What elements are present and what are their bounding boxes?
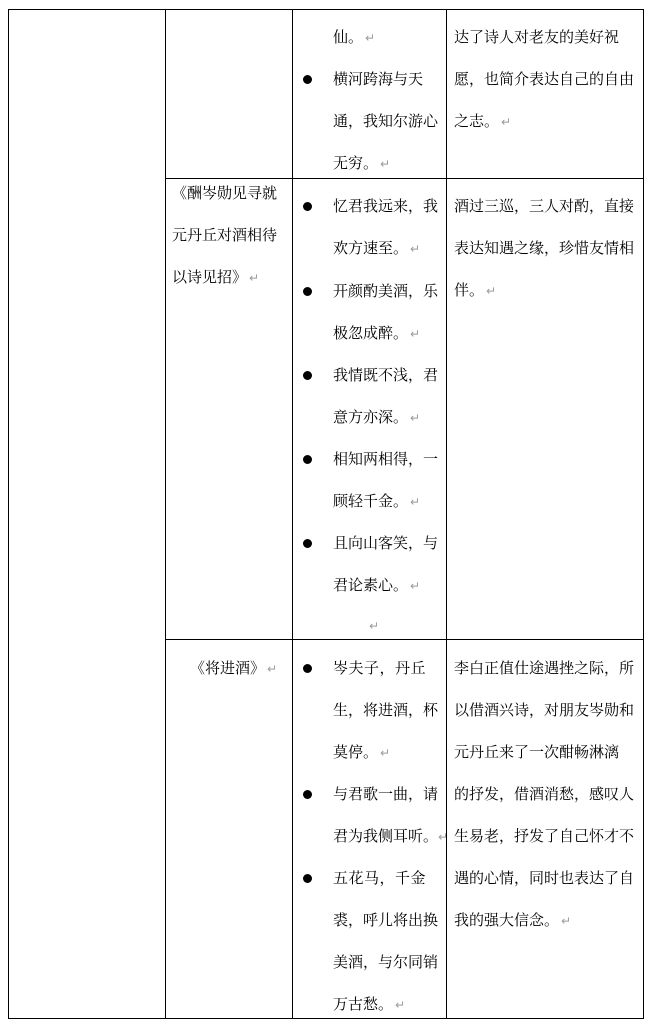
poem-line: [333, 700, 438, 721]
poem-line: [333, 491, 420, 513]
poem-line-text: 裘，呼儿将出换: [333, 911, 439, 929]
paragraph-mark: ↵: [438, 830, 449, 844]
bullet-icon: [303, 202, 312, 211]
paragraph-mark: ↵: [369, 619, 380, 633]
empty-paragraph: [367, 615, 379, 637]
poem-line-text: 五花马，千金: [333, 869, 427, 887]
poem-title-line: [172, 183, 277, 204]
description-line: [454, 826, 634, 847]
poem-line-text: 极忽成醉。: [333, 324, 409, 342]
description-line: [454, 658, 634, 679]
poem-line-text: 忆君我远来，我: [333, 197, 439, 215]
table-row-divider-1: [165, 178, 644, 179]
bullet-icon: [303, 790, 312, 799]
poem-line-text: 莫停。: [333, 743, 379, 761]
poem-title-text: 以诗见招》: [172, 268, 248, 286]
description-line: [454, 910, 571, 932]
poem-line: [333, 784, 438, 805]
table-border-bottom: [8, 1018, 644, 1019]
bullet-icon: [303, 371, 312, 380]
poem-line-text: 君论素心。: [333, 576, 409, 594]
bullet-icon: [303, 75, 312, 84]
poem-line-text: 美酒，与尔同销: [333, 953, 439, 971]
poem-line: [333, 323, 420, 345]
bullet-icon: [303, 874, 312, 883]
description-text: 酒过三巡，三人对酌，直接: [454, 197, 635, 215]
poem-line: [333, 196, 438, 217]
poem-line: [333, 407, 420, 429]
paragraph-mark: ↵: [380, 157, 391, 171]
paragraph-mark: ↵: [395, 998, 406, 1012]
bullet-icon: [303, 664, 312, 673]
description-text: 生易老，抒发了自己怀才不: [454, 827, 635, 845]
poem-line-text: 与君歌一曲，请: [333, 785, 439, 803]
description-line: [454, 69, 634, 90]
table-col-divider-3: [446, 9, 447, 1019]
poem-line: [333, 910, 438, 931]
poem-line: [333, 27, 375, 49]
description-text: 的抒发，借酒消愁，感叹人: [454, 785, 635, 803]
poem-line-text: 君为我侧耳听。: [333, 827, 439, 845]
table-col-divider-2: [292, 9, 293, 1019]
poem-line-text: 相知两相得，一: [333, 450, 439, 468]
poem-line-text: 且向山客笑，与: [333, 534, 439, 552]
poem-line: [333, 365, 438, 386]
poem-title-line: [190, 658, 277, 680]
paragraph-mark: ↵: [249, 271, 260, 285]
description-text: 之志。: [454, 112, 500, 130]
bullet-icon: [303, 287, 312, 296]
poem-line: [333, 238, 420, 260]
description-line: [454, 742, 619, 763]
poem-title-text: 《将进酒》: [190, 659, 266, 677]
paragraph-mark: ↵: [501, 115, 512, 129]
paragraph-mark: ↵: [486, 284, 497, 298]
poem-line: [333, 994, 405, 1016]
poem-title-line: [172, 225, 277, 246]
poem-line: [333, 153, 390, 175]
bullet-icon: [303, 539, 312, 548]
description-text: 李白正值仕途遇挫之际，所: [454, 659, 635, 677]
poem-line-text: 意方亦深。: [333, 408, 409, 426]
description-line: [454, 280, 496, 302]
description-text: 我的强大信念。: [454, 911, 560, 929]
description-text: 遇的心情，同时也表达了自: [454, 869, 635, 887]
table-col-divider-1: [165, 9, 166, 1019]
table-border-right: [643, 9, 644, 1019]
poem-line-text: 仙。: [333, 28, 364, 46]
poem-line: [333, 281, 438, 302]
description-line: [454, 784, 634, 805]
table-border-left: [8, 9, 9, 1019]
poem-line-text: 生，将进酒，杯: [333, 701, 439, 719]
description-text: 达了诗人对老友的美好祝: [454, 28, 620, 46]
poem-line: [333, 69, 423, 90]
paragraph-mark: ↵: [410, 242, 421, 256]
poem-line: [333, 575, 420, 597]
poem-line-text: 顾轻千金。: [333, 492, 409, 510]
bullet-icon: [303, 455, 312, 464]
poem-line: [333, 449, 438, 470]
poem-line-text: 万古愁。: [333, 995, 394, 1013]
poem-line: [333, 868, 426, 889]
description-text: 表达知遇之缘，珍惜友情相: [454, 239, 635, 257]
poem-line-text: 欢方速至。: [333, 239, 409, 257]
poem-line: [333, 952, 438, 973]
paragraph-mark: ↵: [380, 746, 391, 760]
paragraph-mark: ↵: [410, 327, 421, 341]
poem-line: [333, 533, 438, 554]
description-line: [454, 111, 511, 133]
description-text: 以借酒兴诗，对朋友岑勋和: [454, 701, 635, 719]
poem-line-text: 开颜酌美酒，乐: [333, 282, 439, 300]
paragraph-mark: ↵: [267, 662, 278, 676]
poem-line: [333, 742, 390, 764]
table-border-top: [8, 9, 644, 10]
poem-title-text: 《酬岑勋见寻就: [172, 184, 278, 202]
poem-title-line: [172, 267, 259, 289]
paragraph-mark: ↵: [561, 914, 572, 928]
description-text: 愿，也简介表达自己的自由: [454, 70, 635, 88]
poem-title-text: 元丹丘对酒相待: [172, 226, 278, 244]
description-line: [454, 196, 634, 217]
poem-line-text: 岑夫子，丹丘: [333, 659, 427, 677]
description-text: 伴。: [454, 281, 485, 299]
poem-line-text: 通，我知尔游心: [333, 112, 439, 130]
description-text: 元丹丘来了一次酣畅淋漓: [454, 743, 620, 761]
poem-line: [333, 826, 448, 848]
description-line: [454, 868, 634, 889]
paragraph-mark: ↵: [410, 495, 421, 509]
poem-line-text: 横河跨海与天: [333, 70, 424, 88]
description-line: [454, 27, 619, 48]
description-line: [454, 700, 634, 721]
paragraph-mark: ↵: [410, 411, 421, 425]
table-row-divider-2: [165, 639, 644, 640]
poem-line: [333, 111, 438, 132]
poem-line-text: 无穷。: [333, 154, 379, 172]
poem-line-text: 我情既不浅，君: [333, 366, 439, 384]
description-line: [454, 238, 634, 259]
paragraph-mark: ↵: [365, 31, 376, 45]
paragraph-mark: ↵: [410, 579, 421, 593]
poem-line: [333, 658, 426, 679]
